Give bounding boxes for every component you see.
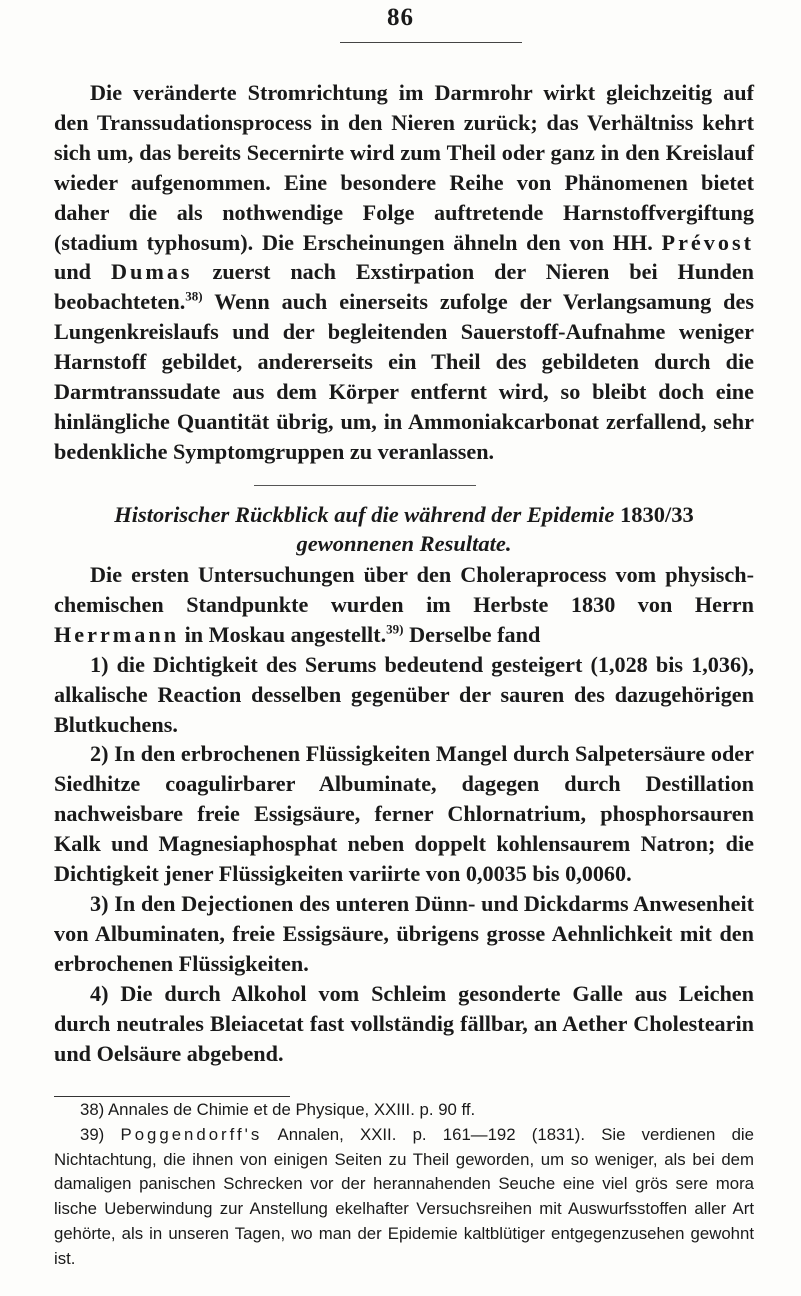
page-number: 86 [387, 4, 414, 31]
header-rule [340, 42, 522, 43]
footnote-39 [54, 1123, 754, 1272]
paragraph-text-part: Die veränderte Stromrichtung im Darmrohr wirkt gleichzeitig auf den Transsudationsprocess in den Nieren zurück; das Verhältniss kehrt sich um, das bereits Secernirte wird zum Theil oder ganz in den Kreislauf wieder aufgenommen. Eine besondere Reihe von Phänomenen bietet daher die als nothwendige Folge auftretende Harnstoffvergiftung (stadium typhosum). Die Erscheinungen ähneln den von HH. [54, 80, 754, 255]
section-body [54, 560, 754, 1068]
list-item: 1) die Dichtigkeit des Serums bedeutend gesteigert (1,028 bis 1,036), alkalische Reaction desselben gegenüber der sauren des dazugehörigen Blutkuchens. [54, 651, 754, 737]
conjunction: und [54, 259, 92, 285]
paragraph-text-part: Die ersten Untersuchungen über den Choleraprocess vom physisch-chemischen Standpunkte wurden im Herbste 1830 von Herrn [54, 562, 754, 617]
footnote-38: 38) Annales de Chimie et de Physique, XXIII. p. 90 ff. [80, 1100, 476, 1119]
paragraph-text-part: in Moskau angestellt. [184, 621, 387, 647]
paragraph-text-part: Wenn auch einerseits zufolge der Verlangsamung des Lungenkreislaufs und der begleitenden Sauerstoff-Aufnahme weniger Harnstoff gebildet, andererseits ein Theil des gebildeten durch die Darmtranssudate aus dem Körper entfernt wird, so bleibt doch eine hinlängliche Quantität übrig, um, in Ammoniakcarbonat zerfallend, sehr bedenkliche Symptomgruppen zu veranlassen. [54, 289, 755, 464]
footnote-ref-39: 39) [386, 621, 404, 637]
heading-part: gewonnenen Resultate. [296, 531, 512, 556]
paragraph-text-part: zuerst nach Exstirpation der Nieren bei Hunden beobachteten. [54, 259, 755, 315]
footnote-number: 39) [80, 1124, 105, 1144]
footnote-rule [54, 1096, 290, 1097]
author-name-herrmann: Herrmann [54, 621, 180, 647]
footnotes [54, 1098, 754, 1272]
footnote-author: Poggendorff's [120, 1124, 263, 1144]
list-item: 3) In den Dejectionen des unteren Dünn- und Dickdarms Anwesenheit von Albuminaten, freie Essigsäure, übrigens grosse Aehnlichkeit mit den erbrochenen Flüssigkeiten. [54, 890, 754, 976]
author-name-prevost: Prévost [661, 229, 754, 255]
paragraph-intro [54, 560, 754, 650]
heading-part: Historischer Rückblick auf die während der Epidemie [114, 502, 615, 527]
footnote-ref-38: 38) [185, 288, 203, 304]
author-name-dumas: Dumas [110, 259, 193, 285]
paragraph-text-part: Derselbe fand [409, 621, 541, 647]
list-item: 4) Die durch Alkohol vom Schleim gesonderte Galle aus Leichen durch neutrales Bleiacetat fast vollständig fällbar, an Aether Cholestearin und Oelsäure abgebend. [54, 980, 754, 1066]
section-heading [54, 500, 754, 558]
footnote-text: Annalen, XXII. p. 161—192 (1831). Sie verdienen die Nichtachtung, die ihnen von einigen Seiten zu Theil geworden, um so weniger, als bei dem damaligen panischen Schrecken vor der herannahenden Seuche eine viel grös sere mora lische Ueberwindung zur Anstellung ekelhafter Versuchsreihen mit Auswurfsstoffen aller Art gehörte, als in unseren Tagen, wo man der Epidemie kaltblütiger entgegenzusehen gewohnt ist. [54, 1124, 754, 1268]
section-divider [254, 485, 476, 486]
list-item: 2) In den erbrochenen Flüssigkeiten Mangel durch Salpetersäure oder Siedhitze coagulirbarer Albuminate, dagegen durch Destillation nachweisbare freie Essigsäure, ferner Chlornatrium, phosphorsauren Kalk und Magnesiaphosphat neben doppelt kohlensaurem Natron; die Dichtigkeit jener Flüssigkeiten variirte von 0,0035 bis 0,0060. [54, 741, 754, 887]
paragraph-uremia [54, 78, 754, 467]
heading-years: 1830/33 [619, 502, 694, 527]
paragraph-text [54, 78, 754, 467]
